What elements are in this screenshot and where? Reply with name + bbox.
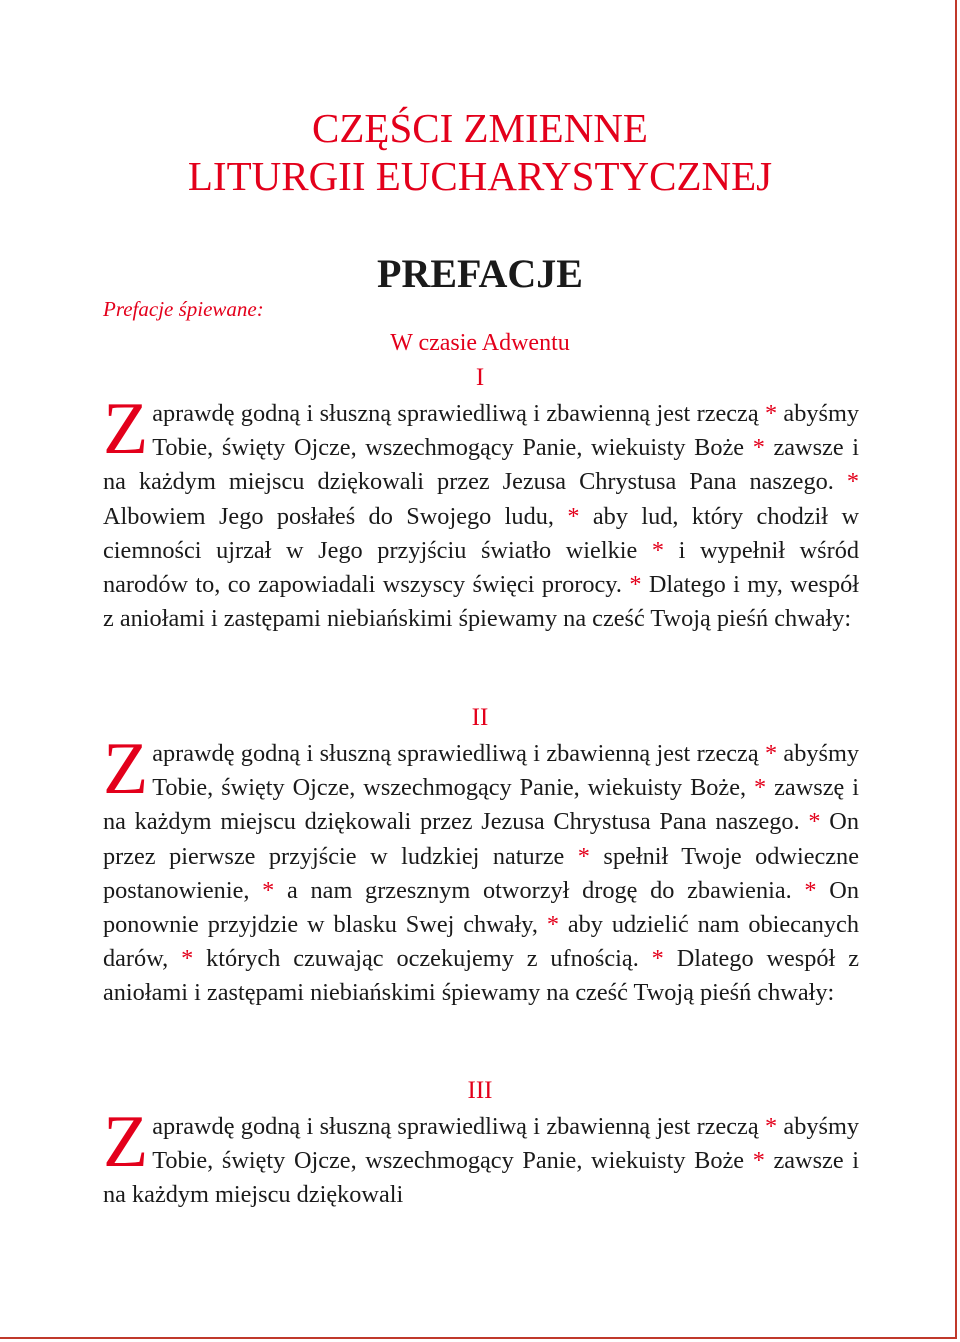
separator-asterisk: * <box>262 876 275 904</box>
separator-asterisk: * <box>764 740 778 767</box>
prayer-text-segment: aby udzielić nam obiecanych darów, <box>103 911 859 973</box>
page-title <box>0 104 960 200</box>
prayer-text-segment: zawsze i na każdym miejscu dziękowali przez Jezusa Chrystusa Pana naszego. <box>103 434 859 496</box>
prayer-text-segment: a nam grzesznym otworzył drogę do zbawienia. <box>274 876 805 904</box>
drop-cap-letter: Z <box>103 728 149 810</box>
prayer-text-segment: Albowiem Jego posłałeś do Swojego ludu, <box>103 502 568 530</box>
separator-asterisk: * <box>764 1113 778 1140</box>
preface-numeral-3: III <box>467 1077 493 1104</box>
preface-text-1 <box>103 388 860 636</box>
prayer-text-segment: Dlatego i my, wespół z aniołami i zastępami niebiańskimi śpiewamy na cześć Twoją pieśń chwały: <box>103 571 859 633</box>
prayer-text-segment: abyśmy Tobie, święty Ojcze, wszechmogący Panie, wiekuisty Boże <box>152 1113 859 1175</box>
sung-prefaces-note: Prefacje śpiewane: <box>103 297 264 321</box>
prayer-text-segment: aprawdę godną i słuszną sprawiedliwą i zbawienną jest rzeczą <box>152 400 765 427</box>
separator-asterisk: * <box>764 400 778 427</box>
drop-cap-letter: Z <box>103 388 149 470</box>
separator-asterisk: * <box>567 502 580 530</box>
title-line-2: LITURGII EUCHARYSTYCZNEJ <box>187 153 773 199</box>
separator-asterisk: * <box>651 536 665 564</box>
separator-asterisk: * <box>752 1147 765 1175</box>
preface-numeral-2: II <box>471 704 489 731</box>
separator-asterisk: * <box>629 571 642 599</box>
preface-text-2 <box>103 728 859 1011</box>
preface-numeral-1: I <box>475 364 485 391</box>
section-heading: PREFACJE <box>377 251 583 296</box>
prayer-text-segment: zawszę i na każdym miejscu dziękowali przez Jezusa Chrystusa Pana naszego. <box>103 774 859 836</box>
prayer-text-segment: aprawdę godną i słuszną sprawiedliwą i zbawienną jest rzeczą <box>152 1113 765 1140</box>
separator-asterisk: * <box>804 876 817 904</box>
separator-asterisk: * <box>577 842 590 870</box>
separator-asterisk: * <box>752 434 765 462</box>
prayer-text-segment: abyśmy Tobie, święty Ojcze, wszechmogący Panie, wiekuisty Boże, <box>152 740 859 802</box>
separator-asterisk: * <box>651 945 664 973</box>
drop-cap-letter: Z <box>103 1101 149 1183</box>
preface-text-3 <box>103 1101 859 1213</box>
prayer-text-segment: i wypełnił wśród narodów to, co zapowiadali wszyscy święci prorocy. <box>103 536 860 599</box>
prayer-text-segment: zawsze i na każdym miejscu dziękowali <box>103 1147 859 1209</box>
title-line-1: CZĘŚCI ZMIENNE <box>312 105 648 151</box>
separator-asterisk: * <box>546 911 559 939</box>
season-heading: W czasie Adwentu <box>390 330 570 356</box>
separator-asterisk: * <box>808 808 821 836</box>
separator-asterisk: * <box>754 774 767 802</box>
prayer-text-segment: abyśmy Tobie, święty Ojcze, wszechmogący Panie, wiekuisty Boże <box>152 400 859 462</box>
separator-asterisk: * <box>181 945 194 973</box>
prayer-text-segment: On ponownie przyjdzie w blasku Swej chwały, <box>103 876 859 939</box>
separator-asterisk: * <box>846 468 859 496</box>
prayer-text-segment: których czuwając oczekujemy z ufnością. <box>193 945 652 973</box>
prayer-text-segment: spełnił Twoje odwieczne postanowienie, <box>103 842 859 904</box>
prayer-text-segment: On przez pierwsze przyjście w ludzkiej naturze <box>103 808 859 870</box>
prayer-text-segment: Dlatego wespół z aniołami i zastępami niebiańskimi śpiewamy na cześć Twoją pieśń chwały: <box>103 945 859 1007</box>
prayer-text-segment: aby lud, który chodził w ciemności ujrzał w Jego przyjściu światło wielkie <box>103 502 859 564</box>
prayer-text-segment: aprawdę godną i słuszną sprawiedliwą i zbawienną jest rzeczą <box>152 740 765 767</box>
